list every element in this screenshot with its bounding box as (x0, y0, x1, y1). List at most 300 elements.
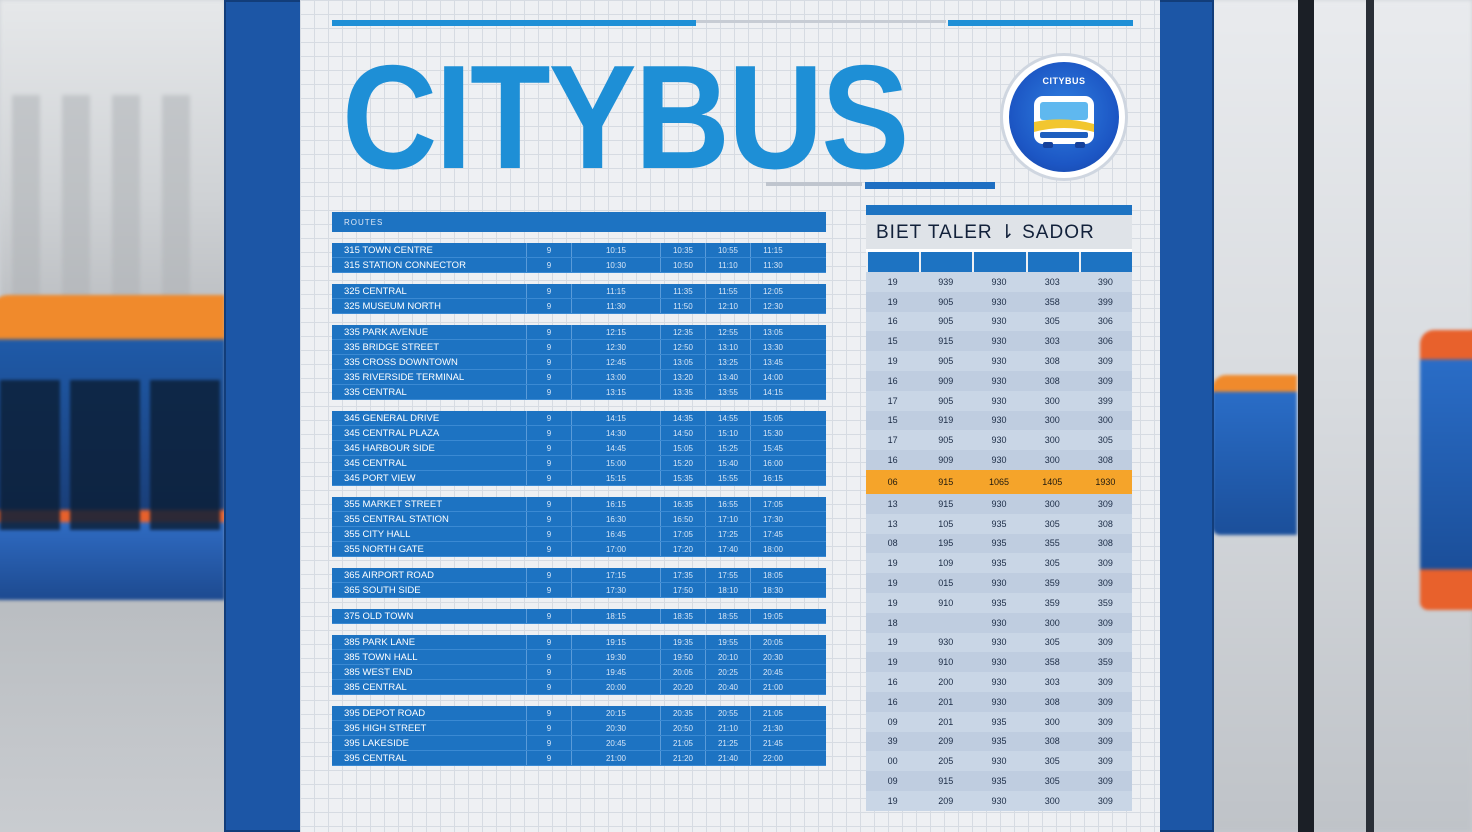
route-row (332, 299, 826, 314)
route-time-cell: 9 (526, 635, 571, 649)
route-time-cell: 17:10 (705, 512, 750, 526)
route-time-cell: 14:50 (660, 426, 705, 440)
route-time-cell: 9 (526, 665, 571, 679)
route-row (332, 527, 826, 542)
route-time-cell: 18:55 (705, 609, 750, 623)
stop-time-cell: 300 (1044, 617, 1060, 628)
stop-time-cell: 300 (1097, 415, 1113, 426)
stop-time-cell: 359 (1097, 657, 1113, 668)
stop-time-cell: 309 (1097, 716, 1113, 727)
stop-time-cell: 930 (991, 375, 1007, 386)
stop-time-cell: 308 (1044, 696, 1060, 707)
pole (1366, 0, 1374, 832)
route-time-cell: 10:35 (660, 243, 705, 257)
route-time-cell: 13:40 (705, 370, 750, 384)
route-time-cell: 9 (526, 340, 571, 354)
stop-time-cell: 17 (887, 435, 898, 446)
bus-window (150, 380, 220, 530)
stop-time-cell: 205 (938, 756, 954, 767)
stop-time-cell: 16 (887, 375, 898, 386)
stop-time-cell: 1065 (988, 476, 1010, 487)
stop-row-highlighted (866, 470, 1132, 494)
route-time-cell: 21:00 (571, 751, 660, 765)
stop-time-cell: 930 (991, 498, 1007, 509)
stop-column-header (1026, 252, 1079, 272)
stop-time-cell: 015 (938, 578, 954, 589)
stop-row (866, 593, 1132, 613)
route-time-cell: 14:30 (571, 426, 660, 440)
stop-time-cell: 905 (938, 435, 954, 446)
route-name: 345 HARBOUR SIDE (344, 442, 435, 454)
route-block-label (332, 600, 826, 609)
stop-row (866, 391, 1132, 411)
stop-time-cell: 00 (887, 756, 898, 767)
route-block-rows (332, 609, 826, 624)
route-time-cell: 20:15 (571, 706, 660, 720)
stop-time-cell: 19 (887, 296, 898, 307)
route-row (332, 706, 826, 721)
stop-time-cell: 915 (938, 476, 954, 487)
route-time-cell: 16:35 (660, 497, 705, 511)
route-block (332, 600, 826, 624)
route-time-cell: 9 (526, 680, 571, 694)
stop-time-cell: 935 (991, 538, 1007, 549)
route-row (332, 370, 826, 385)
route-time-cell: 10:55 (705, 243, 750, 257)
route-block-rows (332, 706, 826, 766)
route-time-cell: 16:55 (705, 497, 750, 511)
top-rule (332, 20, 696, 26)
stop-time-cell: 308 (1044, 736, 1060, 747)
stop-time-cell: 19 (887, 356, 898, 367)
route-block-label (332, 488, 826, 497)
stop-time-cell: 359 (1044, 578, 1060, 589)
stop-time-cell: 201 (938, 716, 954, 727)
stop-time-cell: 309 (1097, 756, 1113, 767)
stop-time-cell: 195 (938, 538, 954, 549)
stop-column-header (866, 252, 919, 272)
route-time-cell: 17:50 (660, 583, 705, 597)
route-time-cell: 19:55 (705, 635, 750, 649)
stop-time-cell: 309 (1097, 578, 1113, 589)
stop-time-cell: 909 (938, 375, 954, 386)
route-block (332, 316, 826, 400)
stop-time-cell: 309 (1097, 776, 1113, 787)
stop-time-cell: 930 (991, 455, 1007, 466)
route-time-cell: 11:50 (660, 299, 705, 313)
route-time-cell: 21:05 (750, 706, 795, 720)
route-block-label (332, 234, 826, 243)
route-time-cell: 12:35 (660, 325, 705, 339)
route-time-cell: 12:10 (705, 299, 750, 313)
stop-time-cell: 935 (991, 716, 1007, 727)
stop-time-cell: 930 (991, 677, 1007, 688)
stop-row (866, 411, 1132, 431)
route-time-cell: 21:40 (705, 751, 750, 765)
route-time-cell: 9 (526, 721, 571, 735)
route-block-label (332, 559, 826, 568)
stop-time-cell: 915 (938, 336, 954, 347)
route-time-cell: 11:15 (571, 284, 660, 298)
stop-time-cell: 905 (938, 316, 954, 327)
route-row (332, 568, 826, 583)
stop-time-cell: 915 (938, 776, 954, 787)
stop-row (866, 652, 1132, 672)
route-time-cell: 9 (526, 441, 571, 455)
route-time-cell: 20:55 (705, 706, 750, 720)
bus-window (70, 380, 140, 530)
route-time-cell: 20:50 (660, 721, 705, 735)
stop-row (866, 791, 1132, 811)
stop-row (866, 534, 1132, 554)
route-time-cell: 14:15 (750, 385, 795, 399)
route-row (332, 721, 826, 736)
stop-time-cell: 910 (938, 657, 954, 668)
route-time-cell: 19:15 (571, 635, 660, 649)
route-block-rows (332, 325, 826, 400)
route-time-cell: 13:35 (660, 385, 705, 399)
route-name: 385 CENTRAL (344, 681, 407, 693)
stop-time-cell: 300 (1044, 395, 1060, 406)
route-row (332, 665, 826, 680)
route-row (332, 456, 826, 471)
route-name: 355 CITY HALL (344, 528, 411, 540)
bus-right (1212, 375, 1297, 535)
stop-row (866, 751, 1132, 771)
route-time-cell: 20:35 (660, 706, 705, 720)
stop-row (866, 553, 1132, 573)
stop-time-cell: 935 (991, 597, 1007, 608)
route-time-cell: 15:35 (660, 471, 705, 485)
route-name: 385 WEST END (344, 666, 413, 678)
route-block-rows (332, 284, 826, 314)
stop-time-cell: 300 (1044, 498, 1060, 509)
building-column (62, 95, 90, 315)
route-time-cell: 15:15 (571, 471, 660, 485)
stop-time-cell: 930 (991, 637, 1007, 648)
route-name: 315 TOWN CENTRE (344, 244, 433, 256)
route-time-cell: 21:05 (660, 736, 705, 750)
route-name: 385 TOWN HALL (344, 651, 418, 663)
route-row (332, 583, 826, 598)
route-time-cell: 20:45 (750, 665, 795, 679)
pole (1298, 0, 1314, 832)
route-time-cell: 13:25 (705, 355, 750, 369)
route-time-cell: 20:05 (660, 665, 705, 679)
stop-time-cell: 18 (887, 617, 898, 628)
stop-time-cell: 358 (1044, 657, 1060, 668)
stop-time-cell: 209 (938, 736, 954, 747)
stop-time-cell: 13 (887, 498, 898, 509)
route-time-cell: 12:05 (750, 284, 795, 298)
route-time-cell: 20:10 (705, 650, 750, 664)
stop-time-cell: 15 (887, 336, 898, 347)
route-row (332, 609, 826, 624)
route-time-cell: 16:30 (571, 512, 660, 526)
route-name: 335 RIVERSIDE TERMINAL (344, 371, 465, 383)
route-time-cell: 14:15 (571, 411, 660, 425)
route-time-cell: 17:30 (750, 512, 795, 526)
route-name: 395 LAKESIDE (344, 737, 409, 749)
route-name: 395 CENTRAL (344, 752, 407, 764)
stop-time-cell: 930 (991, 316, 1007, 327)
route-row (332, 751, 826, 766)
route-time-cell: 18:10 (705, 583, 750, 597)
stop-time-cell: 305 (1044, 558, 1060, 569)
stop-time-cell: 17 (887, 395, 898, 406)
building-left (0, 0, 225, 330)
route-row (332, 385, 826, 400)
route-block-rows (332, 635, 826, 695)
route-name: 365 SOUTH SIDE (344, 584, 421, 596)
route-time-cell: 20:20 (660, 680, 705, 694)
route-time-cell: 20:00 (571, 680, 660, 694)
route-row (332, 471, 826, 486)
stop-time-cell: 910 (938, 597, 954, 608)
stop-row (866, 771, 1132, 791)
stop-time-cell: 305 (1044, 518, 1060, 529)
route-time-cell: 11:30 (571, 299, 660, 313)
stop-time-cell: 16 (887, 455, 898, 466)
route-time-cell: 9 (526, 706, 571, 720)
route-time-cell: 9 (526, 355, 571, 369)
stop-time-cell: 06 (887, 476, 898, 487)
stop-row (866, 692, 1132, 712)
stop-row (866, 732, 1132, 752)
route-row (332, 542, 826, 557)
route-time-cell: 15:25 (705, 441, 750, 455)
route-time-cell: 15:10 (705, 426, 750, 440)
route-time-cell: 20:30 (571, 721, 660, 735)
stop-time-cell: 930 (991, 415, 1007, 426)
route-block (332, 697, 826, 766)
route-row (332, 355, 826, 370)
stop-time-cell: 905 (938, 296, 954, 307)
stop-time-cell: 105 (938, 518, 954, 529)
citybus-logo (1003, 56, 1125, 178)
stop-time-cell: 308 (1097, 518, 1113, 529)
stop-table-topbar (866, 205, 1132, 215)
route-time-cell: 17:45 (750, 527, 795, 541)
route-time-cell: 9 (526, 583, 571, 597)
stop-column-header (1079, 252, 1132, 272)
route-time-cell: 9 (526, 736, 571, 750)
stop-time-cell: 939 (938, 276, 954, 287)
stop-time-cell: 935 (991, 736, 1007, 747)
stop-time-cell: 308 (1097, 538, 1113, 549)
route-name: 335 PARK AVENUE (344, 326, 429, 338)
building-column (12, 95, 40, 315)
route-time-cell: 15:55 (705, 471, 750, 485)
route-time-cell: 19:45 (571, 665, 660, 679)
route-name: 345 CENTRAL (344, 457, 407, 469)
stop-time-cell: 13 (887, 518, 898, 529)
stop-time-cell: 306 (1097, 336, 1113, 347)
route-time-cell: 9 (526, 650, 571, 664)
route-time-cell: 16:15 (750, 471, 795, 485)
route-time-cell: 9 (526, 426, 571, 440)
route-name: 345 GENERAL DRIVE (344, 412, 440, 424)
stop-row (866, 712, 1132, 732)
stop-time-cell: 08 (887, 538, 898, 549)
stop-time-cell: 930 (991, 356, 1007, 367)
bus-left (0, 295, 225, 600)
stop-time-cell: 309 (1097, 617, 1113, 628)
stop-time-cell: 930 (991, 435, 1007, 446)
route-time-cell: 13:00 (571, 370, 660, 384)
route-time-cell: 12:30 (750, 299, 795, 313)
stop-time-cell: 300 (1044, 435, 1060, 446)
stop-time-cell: 300 (1044, 455, 1060, 466)
route-time-cell: 9 (526, 609, 571, 623)
route-time-cell: 9 (526, 284, 571, 298)
stop-time-cell: 905 (938, 395, 954, 406)
stop-time-cell: 19 (887, 276, 898, 287)
route-time-cell: 20:30 (750, 650, 795, 664)
building-column (112, 95, 140, 315)
stop-row (866, 672, 1132, 692)
route-block-label (332, 697, 826, 706)
route-time-cell: 9 (526, 456, 571, 470)
route-name: 335 BRIDGE STREET (344, 341, 440, 353)
route-time-cell: 17:05 (750, 497, 795, 511)
route-name: 355 NORTH GATE (344, 543, 424, 555)
stop-time-cell: 930 (991, 336, 1007, 347)
stop-row (866, 613, 1132, 633)
route-block (332, 275, 826, 314)
route-time-cell: 9 (526, 325, 571, 339)
route-time-cell: 18:30 (750, 583, 795, 597)
route-block-label (332, 626, 826, 635)
stop-time-cell: 930 (938, 637, 954, 648)
stop-time-cell: 19 (887, 597, 898, 608)
stop-time-cell: 930 (991, 795, 1007, 806)
route-time-cell: 20:40 (705, 680, 750, 694)
stop-time-cell: 305 (1044, 756, 1060, 767)
bus-right-far (1420, 330, 1472, 610)
route-time-cell: 9 (526, 568, 571, 582)
route-name: 325 MUSEUM NORTH (344, 300, 441, 312)
route-time-cell: 17:40 (705, 542, 750, 556)
stop-time-cell: 39 (887, 736, 898, 747)
route-time-cell: 15:45 (750, 441, 795, 455)
stop-time-cell: 303 (1044, 677, 1060, 688)
stop-row (866, 371, 1132, 391)
stop-time-cell: 359 (1097, 597, 1113, 608)
stop-time-cell: 930 (991, 696, 1007, 707)
route-time-cell: 17:55 (705, 568, 750, 582)
route-name: 325 CENTRAL (344, 285, 407, 297)
route-name: 395 DEPOT ROAD (344, 707, 426, 719)
stop-time-cell: 930 (991, 276, 1007, 287)
route-row (332, 512, 826, 527)
stop-time-cell: 303 (1044, 336, 1060, 347)
route-row (332, 325, 826, 340)
stop-time-cell: 16 (887, 316, 898, 327)
route-time-cell: 22:00 (750, 751, 795, 765)
route-time-cell: 9 (526, 542, 571, 556)
stop-time-cell: 19 (887, 657, 898, 668)
route-block-rows (332, 243, 826, 273)
stop-time-cell: 19 (887, 558, 898, 569)
bus-icon (1031, 92, 1097, 150)
route-time-cell: 9 (526, 471, 571, 485)
stop-time-cell: 935 (991, 518, 1007, 529)
route-time-cell: 15:05 (660, 441, 705, 455)
stop-time-cell: 305 (1044, 316, 1060, 327)
route-time-cell: 20:05 (750, 635, 795, 649)
stop-time-cell: 16 (887, 696, 898, 707)
stop-time-cell: 358 (1044, 296, 1060, 307)
route-time-cell: 12:55 (705, 325, 750, 339)
route-time-cell: 15:30 (750, 426, 795, 440)
route-table-header: ROUTES (332, 212, 826, 232)
route-time-cell: 9 (526, 258, 571, 272)
route-time-cell: 10:30 (571, 258, 660, 272)
stop-row (866, 633, 1132, 653)
stop-row (866, 430, 1132, 450)
stop-time-cell: 300 (1044, 716, 1060, 727)
route-time-cell: 13:05 (660, 355, 705, 369)
stop-column-header (972, 252, 1025, 272)
route-name: 335 CROSS DOWNTOWN (344, 356, 458, 368)
stop-time-cell: 309 (1097, 356, 1113, 367)
route-row (332, 736, 826, 751)
building-column (162, 95, 190, 315)
route-time-cell: 13:10 (705, 340, 750, 354)
route-time-cell: 19:50 (660, 650, 705, 664)
route-time-cell: 9 (526, 751, 571, 765)
stop-time-cell: 930 (991, 578, 1007, 589)
route-time-cell: 21:45 (750, 736, 795, 750)
stop-time-cell: 355 (1044, 538, 1060, 549)
stop-time-cell: 15 (887, 415, 898, 426)
route-time-cell: 21:20 (660, 751, 705, 765)
route-time-cell: 11:10 (705, 258, 750, 272)
route-time-cell: 10:15 (571, 243, 660, 257)
route-time-cell: 19:05 (750, 609, 795, 623)
stop-time-cell: 109 (938, 558, 954, 569)
route-time-cell: 18:00 (750, 542, 795, 556)
route-time-cell: 9 (526, 512, 571, 526)
stop-time-cell: 19 (887, 637, 898, 648)
route-name: 345 CENTRAL PLAZA (344, 427, 440, 439)
stop-time-cell: 308 (1044, 375, 1060, 386)
route-row (332, 426, 826, 441)
stop-time-cell: 306 (1097, 316, 1113, 327)
stop-time-cell: 309 (1097, 696, 1113, 707)
stop-row (866, 351, 1132, 371)
stop-timetable (866, 205, 1132, 811)
stop-row (866, 494, 1132, 514)
stop-time-cell: 201 (938, 696, 954, 707)
route-time-cell: 13:30 (750, 340, 795, 354)
stop-time-cell: 305 (1044, 637, 1060, 648)
stop-row (866, 514, 1132, 534)
route-time-cell: 20:45 (571, 736, 660, 750)
route-time-cell: 17:00 (571, 542, 660, 556)
route-timetable (332, 212, 826, 766)
route-time-cell: 9 (526, 497, 571, 511)
route-time-cell: 12:15 (571, 325, 660, 339)
stop-time-cell: 919 (938, 415, 954, 426)
stop-time-cell: 935 (991, 776, 1007, 787)
route-time-cell: 18:15 (571, 609, 660, 623)
route-block (332, 488, 826, 557)
stop-time-cell: 303 (1044, 276, 1060, 287)
route-time-cell: 21:25 (705, 736, 750, 750)
stop-time-cell: 399 (1097, 395, 1113, 406)
